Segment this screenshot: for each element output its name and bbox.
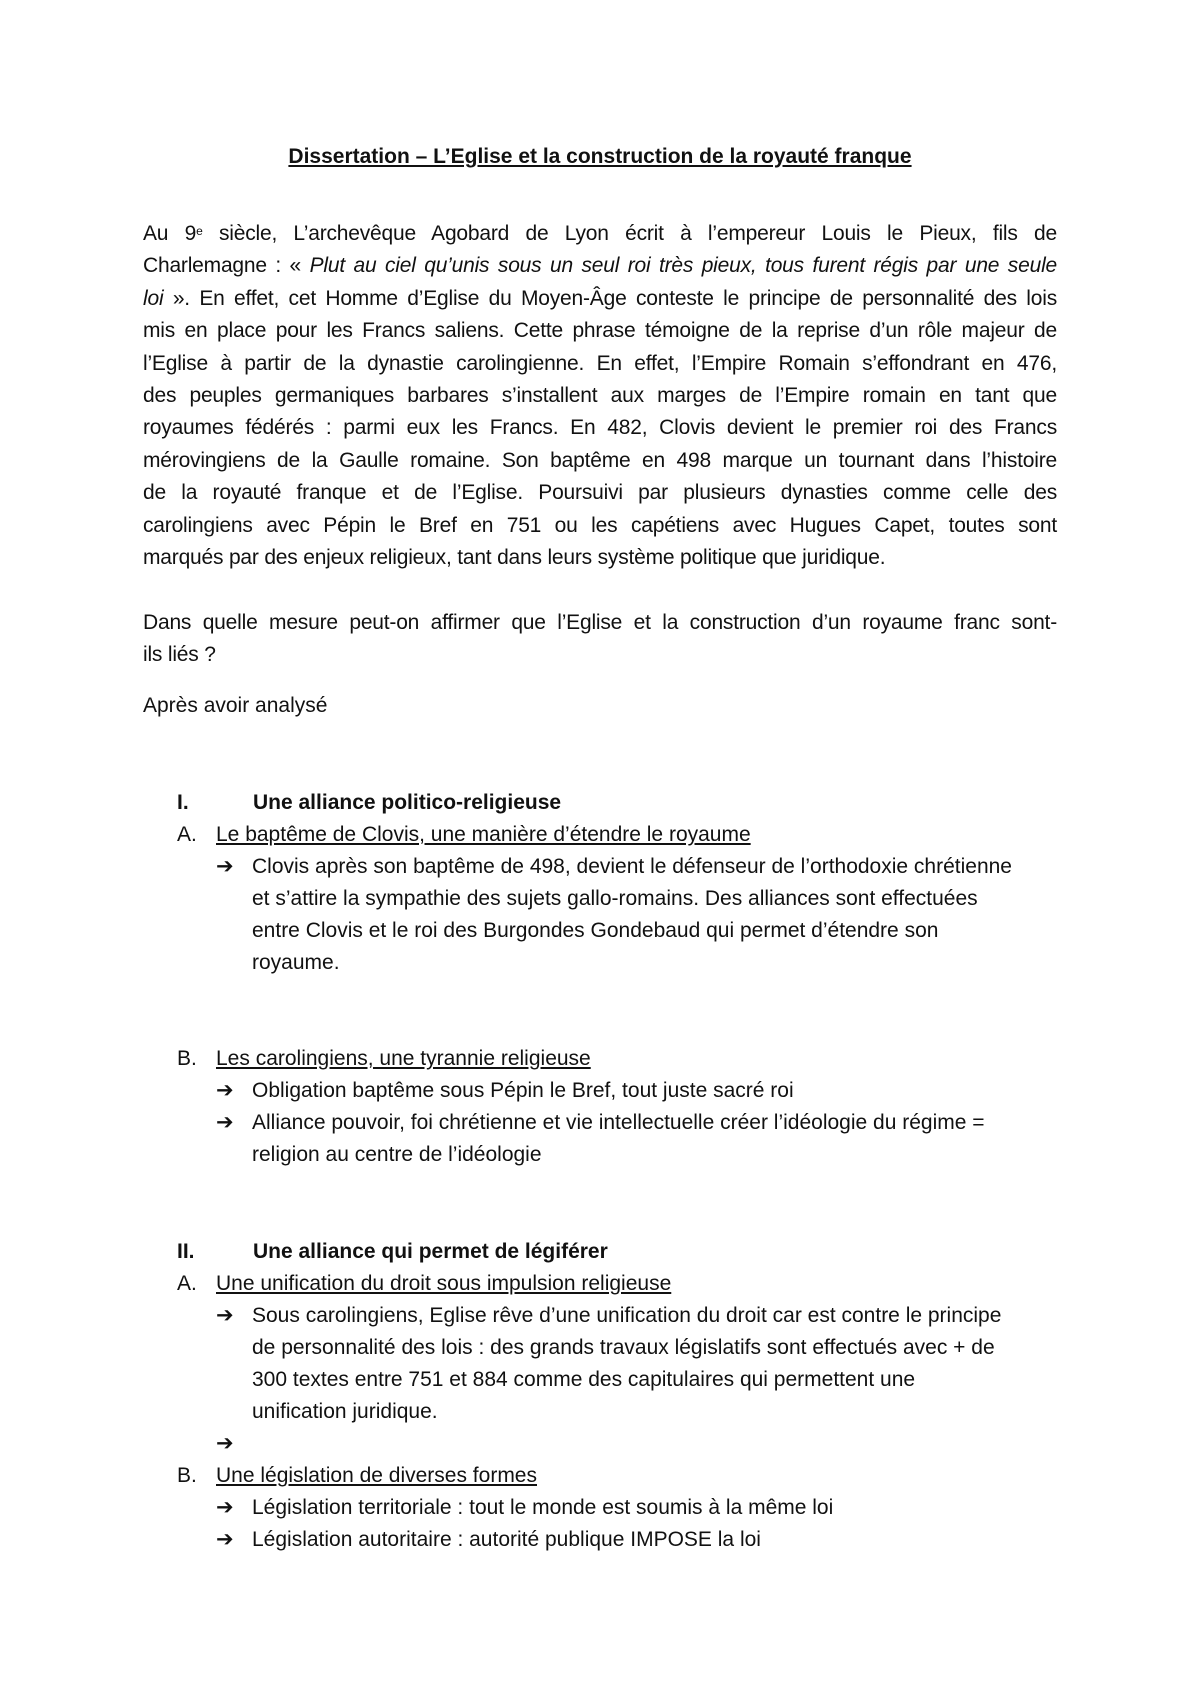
intro-line: mérovingiens de la Gaulle romaine. Son baptême en 498 marque un tournant dans l’histoire	[143, 448, 1057, 472]
arrow-icon: ➔	[216, 1432, 234, 1455]
intro-line: l’Eglise à partir de la dynastie carolingienne. En effet, l’Empire Romain s’effondrant en 476,	[143, 351, 1057, 375]
bullet-item: ➔ Clovis après son baptême de 498, devient le défenseur de l’orthodoxie chrétienne et s’attire la sympathie des sujets gallo-romains. Des alliances sont effectuées entre Clovis et le roi des Burgondes Gondebaud qui permet d’étendre son royaume.	[216, 851, 1076, 979]
intro-line: carolingiens avec Pépin le Bref en 751 ou les capétiens avec Hugues Capet, toutes sont	[143, 513, 1057, 537]
arrow-icon: ➔	[216, 1079, 234, 1102]
part-1a-letter: A.	[177, 823, 197, 846]
arrow-icon: ➔	[216, 1496, 234, 1519]
part-2b-letter: B.	[177, 1464, 197, 1487]
part-2a-letter: A.	[177, 1272, 197, 1295]
part-1-title: Une alliance politico-religieuse	[253, 791, 562, 814]
problem-line: Dans quelle mesure peut-on affirmer que l’Eglise et la construction d’un royaume franc sont-	[143, 611, 1057, 634]
intro-paragraph	[143, 218, 1057, 574]
arrow-icon: ➔	[216, 1304, 234, 1327]
arrow-icon: ➔	[216, 1528, 234, 1551]
intro-line: marqués par des enjeux religieux, tant dans leurs système politique que juridique.	[143, 545, 886, 569]
problem-paragraph	[143, 607, 1057, 672]
part-1-number: I.	[177, 791, 189, 814]
arrow-icon: ➔	[216, 855, 234, 878]
bullet-item: ➔ Législation autoritaire : autorité publique IMPOSE la loi	[216, 1524, 1076, 1556]
plan-intro: Après avoir analysé	[143, 694, 328, 717]
part-1b-title: Les carolingiens, une tyrannie religieuse	[216, 1047, 591, 1070]
bullet-item: ➔ Sous carolingiens, Eglise rêve d’une unification du droit car est contre le principe de personnalité des lois : des grands travaux législatifs sont effectués avec + de 300 textes entre 751 et 884 comme des capitulaires qui permettent une unification juridique.	[216, 1300, 1076, 1428]
page-title: Dissertation – L’Eglise et la construction de la royauté franque	[288, 145, 912, 168]
part-2-title: Une alliance qui permet de légiférer	[253, 1240, 608, 1263]
bullet-item: ➔ Législation territoriale : tout le monde est soumis à la même loi	[216, 1492, 1076, 1524]
part-2-number: II.	[177, 1240, 195, 1263]
part-1a-title: Le baptême de Clovis, une manière d’étendre le royaume	[216, 823, 751, 846]
intro-line: mis en place pour les Francs saliens. Cette phrase témoigne de la reprise d’un rôle majeur de	[143, 319, 1057, 343]
bullet-item: ➔ Alliance pouvoir, foi chrétienne et vie intellectuelle créer l’idéologie du régime = religion au centre de l’idéologie	[216, 1107, 1076, 1171]
bullet-item-empty	[216, 1428, 1076, 1460]
part-2a-title: Une unification du droit sous impulsion religieuse	[216, 1272, 672, 1295]
intro-line: royaumes fédérés : parmi eux les Francs. En 482, Clovis devient le premier roi des Francs	[143, 416, 1057, 440]
part-1b-letter: B.	[177, 1047, 197, 1070]
bullet-item: ➔ Obligation baptême sous Pépin le Bref, tout juste sacré roi	[216, 1075, 1076, 1107]
problem-line: ils liés ?	[143, 643, 216, 667]
part-2b-title: Une législation de diverses formes	[216, 1464, 537, 1487]
intro-line: de la royauté franque et de l’Eglise. Poursuivi par plusieurs dynasties comme celle des	[143, 481, 1057, 505]
intro-line: Charlemagne : « Plut au ciel qu’unis sous un seul roi très pieux, tous furent régis par une seule	[143, 254, 1058, 278]
intro-line: Au 9e siècle, L’archevêque Agobard de Lyon écrit à l’empereur Louis le Pieux, fils de	[143, 222, 1058, 245]
intro-line: loi ». En effet, cet Homme d’Eglise du Moyen-Âge conteste le principe de personnalité des lois	[143, 286, 1057, 310]
intro-line: des peuples germaniques barbares s’installent aux marges de l’Empire romain en tant que	[143, 383, 1057, 407]
arrow-icon: ➔	[216, 1111, 234, 1134]
